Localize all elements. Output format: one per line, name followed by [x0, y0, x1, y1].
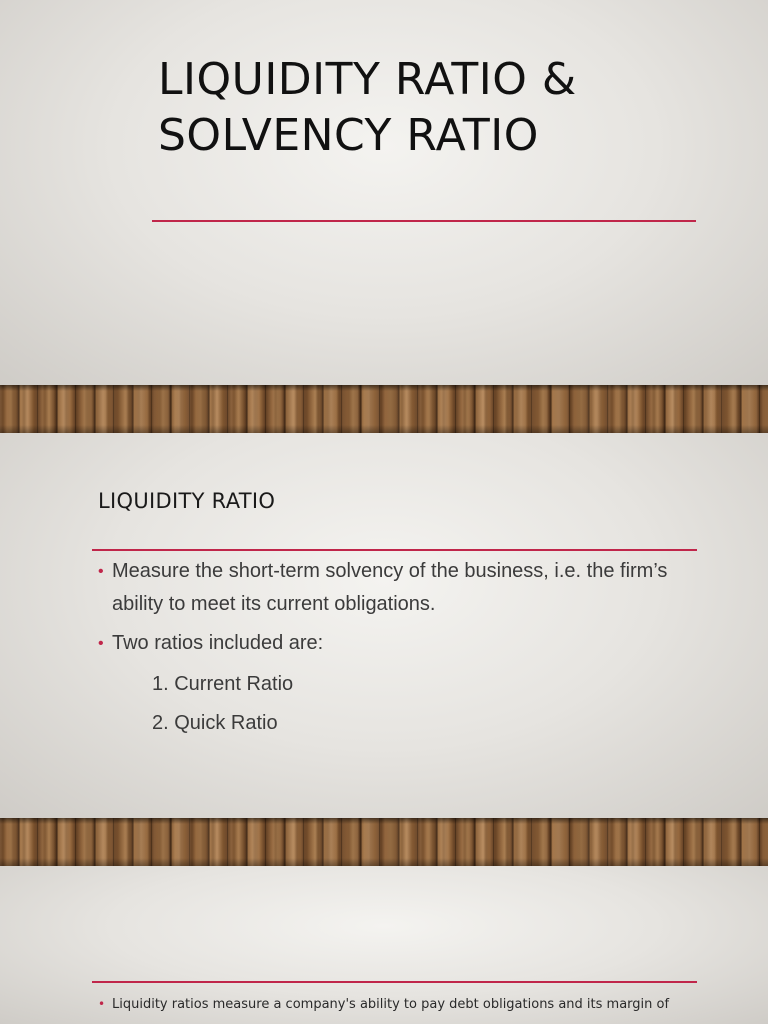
heading-divider	[92, 981, 697, 983]
bullet-text: Two ratios included are:	[112, 632, 324, 654]
title-divider	[152, 220, 696, 222]
bullet-item	[98, 997, 752, 1012]
bullet-text: Measure the short-term solvency of the business, i.e. the firm’s ability to meet its current obligations.	[112, 560, 668, 615]
section-heading: LIQUIDITY RATIO	[98, 489, 276, 513]
bullet-icon: •	[98, 563, 104, 580]
numbered-item: 2. Quick Ratio	[152, 712, 278, 734]
slide-1	[0, 0, 768, 385]
slide-2	[0, 433, 768, 818]
numbered-list	[152, 665, 293, 743]
numbered-item: 1. Current Ratio	[152, 673, 294, 695]
bullet-text: Liquidity ratios measure a company's ability to pay debt obligations and its margin of	[112, 997, 670, 1012]
bullet-item	[98, 555, 698, 621]
heading-divider	[92, 549, 697, 551]
slide-3	[0, 866, 768, 1024]
wood-floor-divider	[0, 385, 768, 433]
bullet-list	[98, 555, 698, 666]
title-line-2: SOLVENCY RATIO	[158, 110, 539, 161]
bullet-icon: •	[98, 997, 106, 1011]
bullet-icon: •	[98, 635, 104, 652]
slide-title	[158, 52, 718, 164]
title-line-1: LIQUIDITY RATIO &	[158, 54, 577, 105]
bullet-item	[98, 627, 698, 660]
wood-floor-divider	[0, 818, 768, 866]
